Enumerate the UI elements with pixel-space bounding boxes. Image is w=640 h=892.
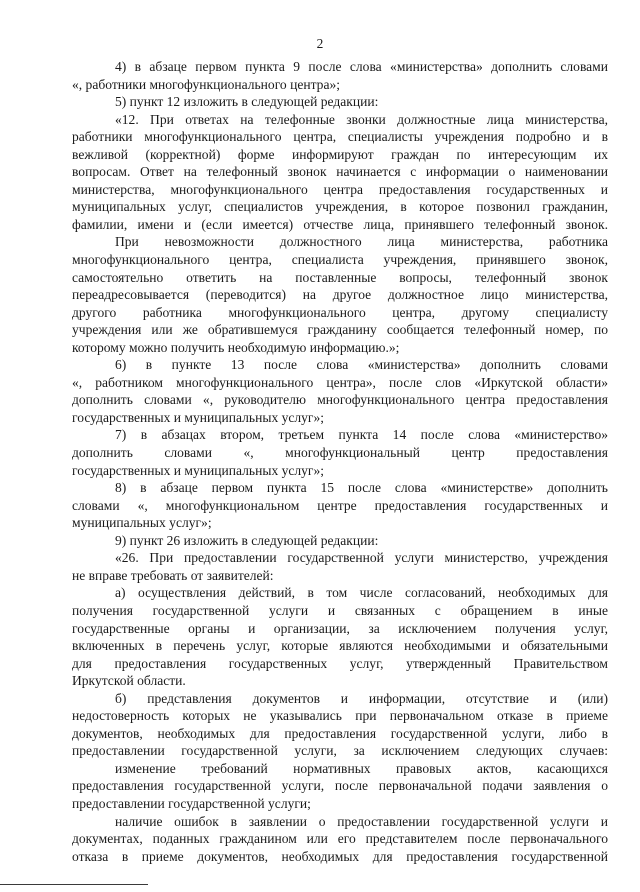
text-line: 8) в абзаце первом пункта 15 после слова «министерстве» дополнить xyxy=(115,480,608,496)
document-body xyxy=(72,58,608,865)
text-line: «, работники многофункционального центра»; xyxy=(72,76,341,92)
text-line: переадресовывается (переводится) на другое должностное лицо министерства, xyxy=(72,287,608,303)
text-line: «26. При предоставлении государственной услуги министерство, учреждения xyxy=(115,550,608,566)
text-line: 7) в абзацах втором, третьем пункта 14 после слова «министерство» xyxy=(115,427,608,443)
text-line: 6) в пункте 13 после слова «министерства» дополнить словами xyxy=(115,357,608,373)
text-line: другого работника многофункционального центра, другому специалисту xyxy=(72,304,608,320)
text-line: Иркутской области. xyxy=(72,673,186,689)
footnote-divider xyxy=(0,884,148,885)
text-line: При невозможности должностного лица министерства, работника xyxy=(115,234,608,250)
text-line: фамилии, имени и (если имеется) отчестве лица, принявшего телефонный звонок. xyxy=(72,216,608,232)
text-line: не вправе требовать от заявителей: xyxy=(72,567,274,583)
text-line: дополнить словами «, многофункциональный центр предоставления xyxy=(72,445,608,461)
text-line: предоставлении государственной услуги; xyxy=(72,795,311,811)
text-line: отказа в приеме документов, необходимых для предоставления государственной xyxy=(72,848,608,864)
text-line: документов, необходимых для предоставления государственной услуги, либо в xyxy=(72,725,608,741)
text-line: многофункционального центра, специалиста учреждения, принявшего звонок, xyxy=(72,252,608,268)
text-line: наличие ошибок в заявлении о предоставлении государственной услуги и xyxy=(115,813,608,829)
text-line: министерства, многофункционального центра предоставления государственных и xyxy=(72,181,608,197)
text-line: государственные органы и организации, за исключением получения услуг, xyxy=(72,620,608,636)
text-line: а) осуществления действий, в том числе согласований, необходимых для xyxy=(115,585,608,601)
text-line: б) представления документов и информации, отсутствие и (или) xyxy=(115,690,608,706)
text-line: дополнить словами «, руководителю многофункционального центра предоставления xyxy=(72,392,608,408)
text-line: предоставления государственной услуги, после первоначальной подачи заявления о xyxy=(72,778,608,794)
text-line: недостоверность которых не указывались при первоначальном отказе в приеме xyxy=(72,708,608,724)
text-line: документах, поданных гражданином или его представителем после первоначального xyxy=(72,831,608,847)
text-line: которому можно получить необходимую информацию.»; xyxy=(72,339,400,355)
text-line: государственных и муниципальных услуг»; xyxy=(72,462,325,478)
text-line: предоставлении государственной услуги, за исключением следующих случаев: xyxy=(72,743,608,759)
text-line: учреждения или же обратившемуся гражданину сообщается телефонный номер, по xyxy=(72,322,608,338)
text-line: 5) пункт 12 изложить в следующей редакции: xyxy=(115,94,379,110)
text-line: изменение требований нормативных правовых актов, касающихся xyxy=(115,760,608,776)
text-line: «, работником многофункционального центра», после слов «Иркутской области» xyxy=(72,374,608,390)
text-line: словами «, многофункциональном центре предоставления государственных и xyxy=(72,497,608,513)
text-line: вежливой (корректной) форме информируют граждан по интересующим их xyxy=(72,146,608,162)
page-number: 2 xyxy=(316,36,324,51)
text-line: работники многофункционального центра, специалисты учреждения подробно и в xyxy=(72,129,608,145)
text-line: для предоставления государственных услуг, утвержденный Правительством xyxy=(72,655,608,671)
text-line: муниципальных услуг»; xyxy=(72,515,212,531)
text-line: 4) в абзаце первом пункта 9 после слова «министерства» дополнить словами xyxy=(115,59,608,74)
text-line: 9) пункт 26 изложить в следующей редакции: xyxy=(115,532,379,548)
text-line: государственных и муниципальных услуг»; xyxy=(72,409,325,425)
text-line: муниципальных услуг, специалистов учреждения, в которое позвонил гражданин, xyxy=(72,199,608,215)
text-line: «12. При ответах на телефонные звонки должностные лица министерства, xyxy=(115,111,608,127)
text-line: включенных в перечень услуг, которые являются необходимыми и обязательными xyxy=(72,638,608,654)
text-line: получения государственной услуги и связанных с обращением в иные xyxy=(72,602,608,618)
text-line: самостоятельно ответить на поставленные вопросы, телефонный звонок xyxy=(72,269,608,285)
text-line: вопросам. Ответ на телефонный звонок начинается с информации о наименовании xyxy=(72,164,608,180)
